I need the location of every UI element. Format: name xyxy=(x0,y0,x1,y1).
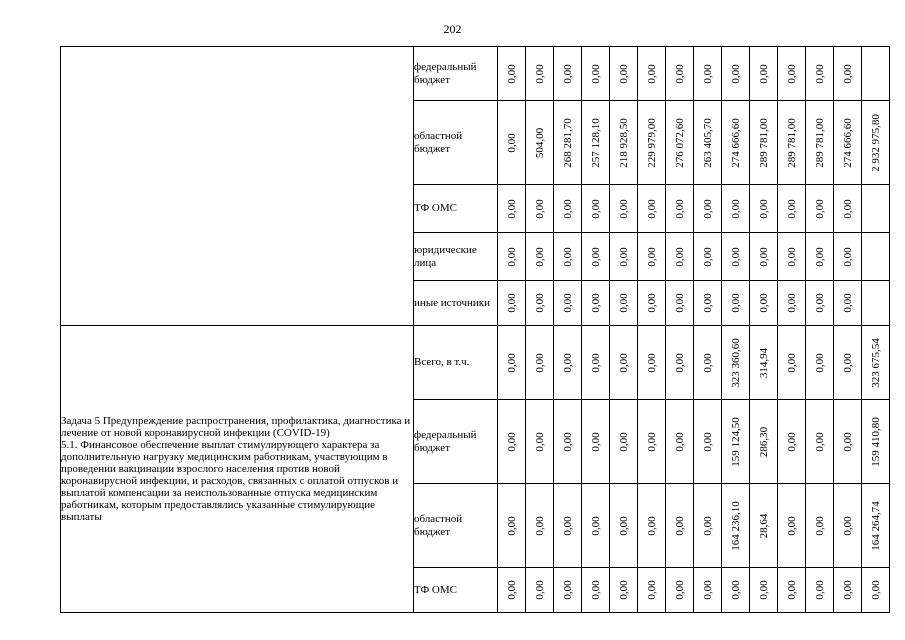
value-text: 0,00 xyxy=(757,198,770,219)
value-cell xyxy=(498,281,526,326)
value-cell xyxy=(582,185,610,233)
value-text: 0,00 xyxy=(813,293,826,313)
value-cell xyxy=(862,568,890,613)
task-description: Задача 5 Предупреждение распространения, профилактика, диагностика и лечение от новой коронавирусной инфекции (COVID-19) 5.1. Финансовое обеспечение выплат стимулирующего характера за дополнительную нагрузку медицинским работникам, участвующим в проведении вакцинации взрослого населения против новой коронавирусной инфекции, и расходов, связанных с оплатой отпусков и выплатой компенсации за неиспользованные отпуска медицинским работникам, которым предоставлялись указанные стимулирующие выплаты xyxy=(61,326,414,613)
value-cell xyxy=(694,568,722,613)
value-text: 274 666,60 xyxy=(729,117,742,168)
value-text: 0,00 xyxy=(841,515,854,536)
value-cell xyxy=(582,101,610,185)
value-cell xyxy=(806,281,834,326)
value-text: 0,00 xyxy=(785,246,798,267)
value-text: 0,00 xyxy=(505,198,518,219)
value-cell xyxy=(666,47,694,101)
value-text: 323 360,60 xyxy=(729,337,742,388)
value-cell xyxy=(666,484,694,568)
value-cell xyxy=(526,233,554,281)
value-cell xyxy=(722,233,750,281)
value-cell xyxy=(554,400,582,484)
value-text: 0,00 xyxy=(785,431,798,452)
value-text: 28,64 xyxy=(757,513,770,538)
value-text: 0,00 xyxy=(673,352,686,373)
value-cell xyxy=(806,47,834,101)
value-text: 0,00 xyxy=(701,515,714,536)
value-text: 0,00 xyxy=(617,293,630,313)
value-text: 0,00 xyxy=(561,515,574,536)
value-text: 0,00 xyxy=(813,246,826,267)
value-cell xyxy=(666,326,694,400)
value-cell xyxy=(862,281,890,326)
value-text: 0,00 xyxy=(533,515,546,536)
value-cell xyxy=(722,568,750,613)
value-text: 0,00 xyxy=(841,63,854,84)
table-row xyxy=(61,47,890,101)
value-text: 0,00 xyxy=(533,431,546,452)
value-cell xyxy=(722,326,750,400)
value-cell xyxy=(778,101,806,185)
value-text: 289 781,00 xyxy=(785,117,798,168)
value-cell xyxy=(638,400,666,484)
value-text: 0,00 xyxy=(617,198,630,219)
value-cell xyxy=(498,47,526,101)
value-cell xyxy=(750,484,778,568)
value-text: 0,00 xyxy=(645,293,658,313)
value-text: 218 928,50 xyxy=(617,117,630,168)
value-text: 0,00 xyxy=(701,431,714,452)
value-cell xyxy=(554,326,582,400)
value-text: 0,00 xyxy=(617,63,630,84)
value-cell xyxy=(666,233,694,281)
funding-source-label: областной бюджет xyxy=(414,484,498,568)
value-text: 0,00 xyxy=(841,431,854,452)
value-text: 0,00 xyxy=(589,198,602,219)
value-text: 0,00 xyxy=(561,293,574,313)
value-cell xyxy=(526,326,554,400)
value-text: 0,00 xyxy=(589,515,602,536)
value-cell xyxy=(778,281,806,326)
value-cell xyxy=(694,281,722,326)
value-text: 274 666,60 xyxy=(841,117,854,168)
value-text: 0,00 xyxy=(785,198,798,219)
value-text: 289 781,00 xyxy=(757,117,770,168)
value-cell xyxy=(750,47,778,101)
value-cell xyxy=(806,484,834,568)
value-text: 0,00 xyxy=(533,580,546,600)
funding-source-label: иные источники xyxy=(414,281,498,326)
value-text: 159 124,50 xyxy=(729,416,742,467)
value-cell xyxy=(862,47,890,101)
value-text: 2 932 975,80 xyxy=(869,113,882,172)
value-text: 0,00 xyxy=(561,352,574,373)
value-cell xyxy=(554,47,582,101)
value-cell xyxy=(666,400,694,484)
value-text: 0,00 xyxy=(645,352,658,373)
value-cell xyxy=(694,185,722,233)
value-text: 504,00 xyxy=(533,127,546,158)
funding-source-label: ТФ ОМС xyxy=(414,568,498,613)
value-cell xyxy=(694,326,722,400)
funding-source-label: федеральный бюджет xyxy=(414,400,498,484)
value-cell xyxy=(666,281,694,326)
value-cell xyxy=(722,281,750,326)
value-text: 0,00 xyxy=(813,198,826,219)
value-text: 0,00 xyxy=(505,431,518,452)
value-cell xyxy=(554,101,582,185)
value-text: 0,00 xyxy=(785,580,798,600)
value-cell xyxy=(526,484,554,568)
value-cell xyxy=(750,101,778,185)
value-text: 0,00 xyxy=(673,293,686,313)
value-cell xyxy=(526,400,554,484)
value-text: 164 236,10 xyxy=(729,500,742,551)
value-text: 159 410,80 xyxy=(869,416,882,467)
value-text: 0,00 xyxy=(561,580,574,600)
value-text: 0,00 xyxy=(729,63,742,84)
value-text: 0,00 xyxy=(813,431,826,452)
value-cell xyxy=(834,568,862,613)
value-cell xyxy=(582,568,610,613)
value-cell xyxy=(722,484,750,568)
value-cell xyxy=(834,326,862,400)
value-text: 263 405,70 xyxy=(701,117,714,168)
value-cell xyxy=(778,233,806,281)
value-text: 0,00 xyxy=(701,246,714,267)
value-text: 0,00 xyxy=(505,515,518,536)
value-cell xyxy=(610,326,638,400)
value-cell xyxy=(526,47,554,101)
value-text: 0,00 xyxy=(701,198,714,219)
value-text: 0,00 xyxy=(645,431,658,452)
funding-source-label: ТФ ОМС xyxy=(414,185,498,233)
value-cell xyxy=(610,185,638,233)
value-cell xyxy=(498,185,526,233)
value-text: 0,00 xyxy=(701,352,714,373)
value-cell xyxy=(582,400,610,484)
value-cell xyxy=(778,47,806,101)
value-cell xyxy=(610,47,638,101)
value-cell xyxy=(638,326,666,400)
value-cell xyxy=(526,101,554,185)
value-text: 0,00 xyxy=(645,580,658,600)
value-text: 0,00 xyxy=(785,352,798,373)
value-text: 0,00 xyxy=(813,580,826,600)
value-cell xyxy=(834,484,862,568)
value-cell xyxy=(582,47,610,101)
value-text: 0,00 xyxy=(645,515,658,536)
value-text: 0,00 xyxy=(645,246,658,267)
value-cell xyxy=(694,101,722,185)
value-text: 0,00 xyxy=(841,198,854,219)
value-cell xyxy=(862,233,890,281)
value-text: 314,94 xyxy=(757,347,770,378)
value-text: 0,00 xyxy=(729,293,742,313)
value-text: 0,00 xyxy=(673,515,686,536)
value-text: 0,00 xyxy=(533,352,546,373)
value-cell xyxy=(610,101,638,185)
value-cell xyxy=(638,281,666,326)
value-cell xyxy=(750,326,778,400)
value-cell xyxy=(638,233,666,281)
value-cell xyxy=(778,568,806,613)
value-cell xyxy=(610,233,638,281)
value-cell xyxy=(694,484,722,568)
value-text: 0,00 xyxy=(589,580,602,600)
value-cell xyxy=(554,281,582,326)
funding-source-label: областной бюджет xyxy=(414,101,498,185)
value-cell xyxy=(582,233,610,281)
value-text: 0,00 xyxy=(561,246,574,267)
value-text: 0,00 xyxy=(673,431,686,452)
value-cell xyxy=(862,185,890,233)
value-cell xyxy=(806,101,834,185)
value-text: 0,00 xyxy=(589,246,602,267)
value-cell xyxy=(862,326,890,400)
value-cell xyxy=(498,400,526,484)
value-cell xyxy=(610,568,638,613)
value-text: 0,00 xyxy=(505,580,518,600)
value-cell xyxy=(722,47,750,101)
value-cell xyxy=(750,233,778,281)
value-text: 0,00 xyxy=(813,352,826,373)
value-text: 0,00 xyxy=(505,352,518,373)
value-cell xyxy=(498,101,526,185)
value-text: 0,00 xyxy=(729,580,742,600)
value-cell xyxy=(778,326,806,400)
value-cell xyxy=(610,400,638,484)
value-cell xyxy=(638,47,666,101)
value-cell xyxy=(638,568,666,613)
value-cell xyxy=(526,568,554,613)
value-text: 0,00 xyxy=(617,515,630,536)
funding-source-label: Всего, в т.ч. xyxy=(414,326,498,400)
value-text: 0,00 xyxy=(505,132,518,153)
value-cell xyxy=(554,484,582,568)
value-text: 323 675,54 xyxy=(869,337,882,388)
value-text: 0,00 xyxy=(813,515,826,536)
value-cell xyxy=(806,400,834,484)
value-text: 0,00 xyxy=(533,198,546,219)
value-text: 0,00 xyxy=(505,63,518,84)
value-cell xyxy=(834,185,862,233)
value-text: 0,00 xyxy=(505,246,518,267)
value-text: 0,00 xyxy=(589,293,602,313)
value-text: 0,00 xyxy=(589,431,602,452)
value-cell xyxy=(582,281,610,326)
value-cell xyxy=(694,400,722,484)
value-cell xyxy=(498,484,526,568)
value-text: 0,00 xyxy=(505,293,518,313)
value-cell xyxy=(526,185,554,233)
value-cell xyxy=(862,484,890,568)
value-cell xyxy=(750,281,778,326)
value-text: 0,00 xyxy=(701,63,714,84)
value-text: 0,00 xyxy=(785,515,798,536)
value-text: 0,00 xyxy=(533,293,546,313)
funding-source-label: юридические лица xyxy=(414,233,498,281)
value-text: 0,00 xyxy=(533,63,546,84)
value-cell xyxy=(722,400,750,484)
value-text: 0,00 xyxy=(869,580,882,600)
value-cell xyxy=(806,326,834,400)
value-text: 164 264,74 xyxy=(869,500,882,551)
page-number: 202 xyxy=(443,22,462,36)
value-text: 0,00 xyxy=(617,352,630,373)
value-text: 0,00 xyxy=(561,198,574,219)
value-cell xyxy=(862,101,890,185)
value-text: 0,00 xyxy=(757,580,770,600)
value-cell xyxy=(554,185,582,233)
value-text: 289 781,00 xyxy=(813,117,826,168)
value-text: 0,00 xyxy=(757,246,770,267)
value-cell xyxy=(582,326,610,400)
value-cell xyxy=(806,185,834,233)
value-text: 0,00 xyxy=(561,431,574,452)
budget-table xyxy=(60,46,890,613)
value-text: 0,00 xyxy=(841,293,854,313)
value-text: 0,00 xyxy=(561,63,574,84)
value-text: 276 072,60 xyxy=(673,117,686,168)
value-cell xyxy=(722,101,750,185)
value-cell xyxy=(610,281,638,326)
funding-source-label: федеральный бюджет xyxy=(414,47,498,101)
value-cell xyxy=(666,568,694,613)
value-cell xyxy=(778,400,806,484)
value-text: 0,00 xyxy=(617,580,630,600)
value-text: 0,00 xyxy=(617,246,630,267)
value-cell xyxy=(750,185,778,233)
value-text: 0,00 xyxy=(841,352,854,373)
value-cell xyxy=(554,568,582,613)
value-text: 0,00 xyxy=(785,63,798,84)
value-text: 0,00 xyxy=(673,63,686,84)
value-cell xyxy=(834,400,862,484)
value-cell xyxy=(834,281,862,326)
value-cell xyxy=(554,233,582,281)
value-text: 0,00 xyxy=(645,63,658,84)
value-text: 0,00 xyxy=(757,63,770,84)
value-cell xyxy=(834,101,862,185)
value-text: 0,00 xyxy=(533,246,546,267)
value-text: 0,00 xyxy=(729,198,742,219)
value-text: 229 979,00 xyxy=(645,117,658,168)
value-text: 0,00 xyxy=(673,246,686,267)
value-text: 0,00 xyxy=(841,246,854,267)
value-cell xyxy=(498,568,526,613)
value-text: 0,00 xyxy=(617,431,630,452)
value-cell xyxy=(806,233,834,281)
task-description xyxy=(61,47,414,326)
value-cell xyxy=(778,484,806,568)
value-text: 0,00 xyxy=(701,293,714,313)
value-text: 0,00 xyxy=(757,293,770,313)
value-cell xyxy=(722,185,750,233)
value-cell xyxy=(638,185,666,233)
value-cell xyxy=(750,400,778,484)
value-text: 0,00 xyxy=(673,198,686,219)
value-cell xyxy=(666,185,694,233)
value-text: 0,00 xyxy=(589,63,602,84)
value-cell xyxy=(498,233,526,281)
value-cell xyxy=(638,101,666,185)
value-text: 0,00 xyxy=(813,63,826,84)
value-text: 257 128,10 xyxy=(589,117,602,168)
value-cell xyxy=(834,233,862,281)
value-cell xyxy=(834,47,862,101)
value-cell xyxy=(806,568,834,613)
value-cell xyxy=(750,568,778,613)
value-cell xyxy=(778,185,806,233)
value-text: 0,00 xyxy=(729,246,742,267)
value-cell xyxy=(862,400,890,484)
value-text: 0,00 xyxy=(841,580,854,600)
value-text: 0,00 xyxy=(589,352,602,373)
value-cell xyxy=(694,233,722,281)
value-text: 0,00 xyxy=(785,293,798,313)
value-text: 0,00 xyxy=(701,580,714,600)
value-text: 268 281,70 xyxy=(561,117,574,168)
value-cell xyxy=(610,484,638,568)
table-row xyxy=(61,326,890,400)
value-text: 0,00 xyxy=(673,580,686,600)
value-cell xyxy=(498,326,526,400)
value-cell xyxy=(526,281,554,326)
value-cell xyxy=(582,484,610,568)
value-cell xyxy=(666,101,694,185)
value-text: 0,00 xyxy=(645,198,658,219)
value-text: 286,30 xyxy=(757,426,770,457)
value-cell xyxy=(694,47,722,101)
value-cell xyxy=(638,484,666,568)
